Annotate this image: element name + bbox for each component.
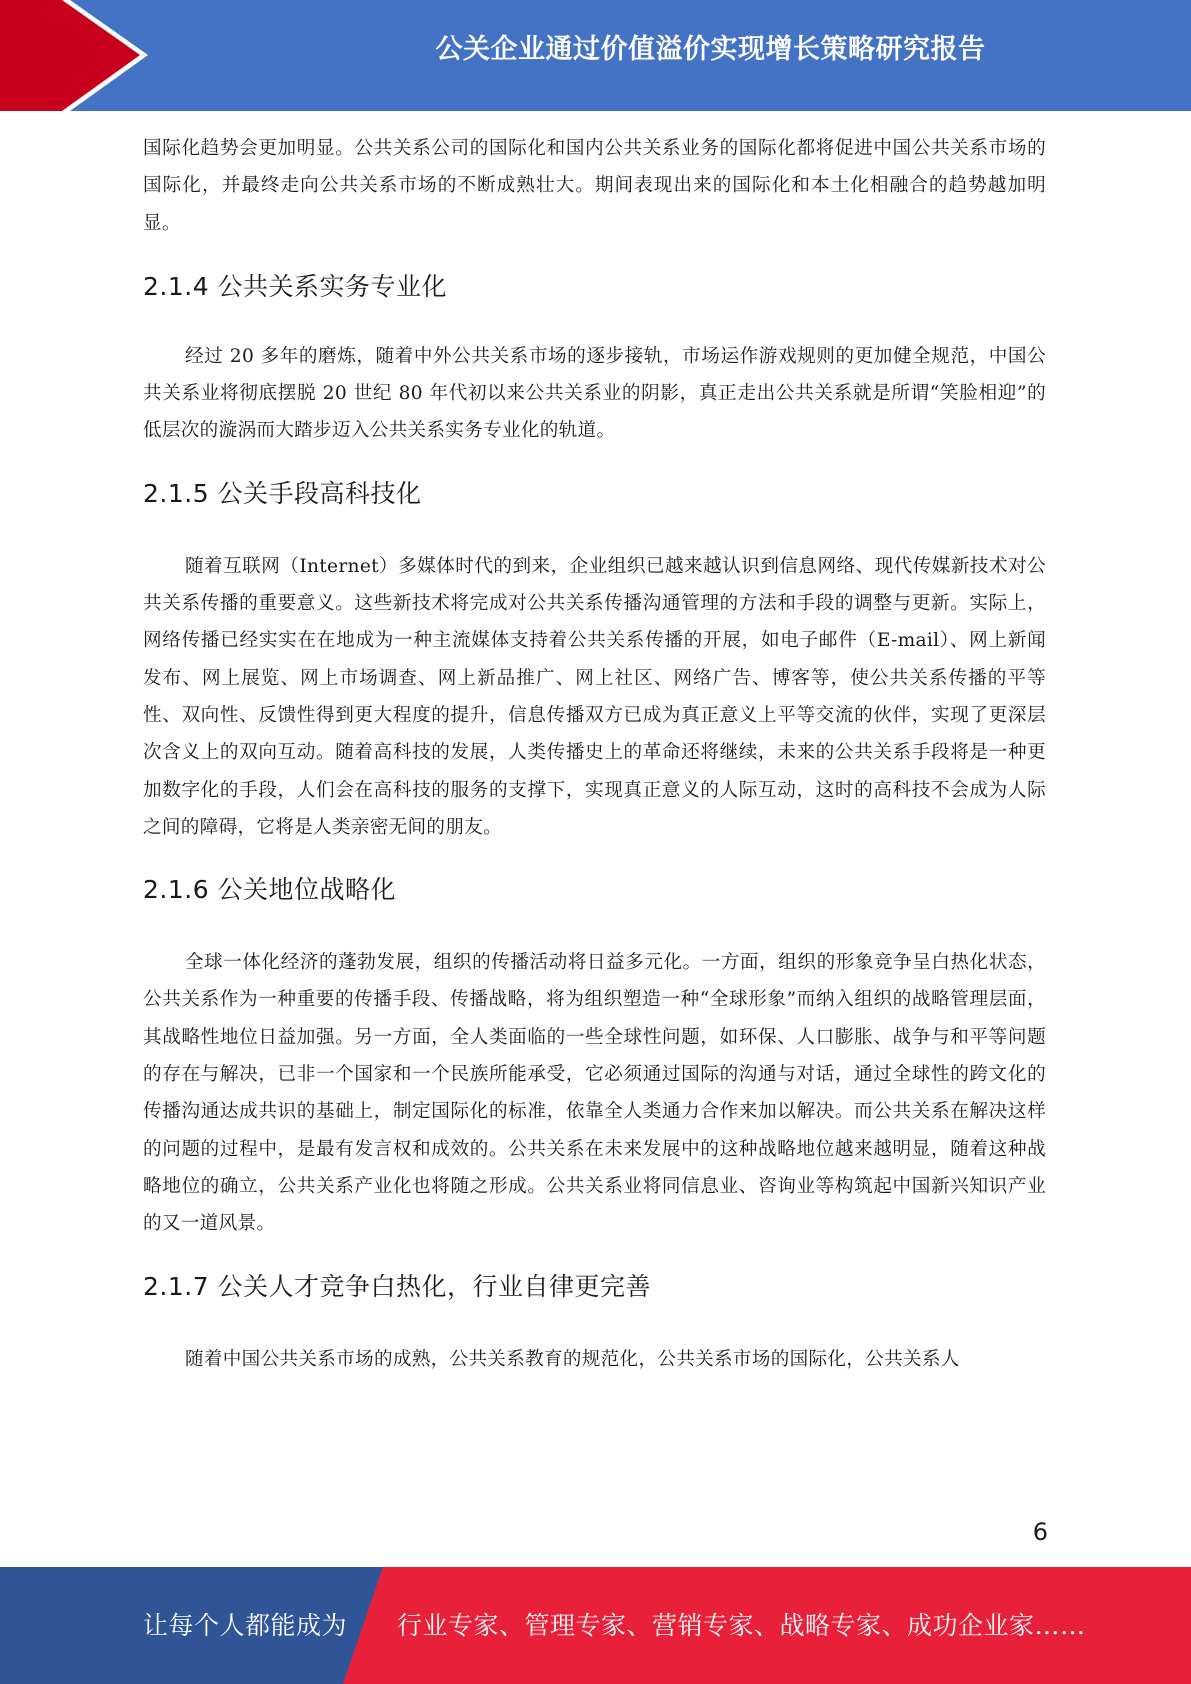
section-heading-2-1-5: 2.1.5 公关手段高科技化 <box>143 478 422 508</box>
intro-paragraph: 国际化趋势会更加明显。公共关系公司的国际化和国内公共关系业务的国际化都将促进中国公共关系市场的国际化，并最终走向公共关系市场的不断成熟壮大。期间表现出来的国际化和本土化相融合的趋势越加明显。 <box>143 138 1046 234</box>
footer-slogan-right: 行业专家、管理专家、营销专家、战略专家、成功企业家…… <box>397 1611 1086 1640</box>
section-paragraph-2-1-4: 经过 20 多年的磨炼，随着中外公共关系市场的逐步接轨，市场运作游戏规则的更加健全规范，中国公共关系业将彻底摆脱 20 世纪 80 年代初以来公共关系业的阴影，真正走出公共关系就是所谓“笑脸相迎”的低层次的漩涡而大踏步迈入公共关系实务专业化的轨道。 <box>143 345 1046 442</box>
page-footer <box>0 1567 1191 1684</box>
section-heading-2-1-4: 2.1.4 公共关系实务专业化 <box>143 271 448 301</box>
document-body <box>143 130 1046 1378</box>
page-number: 6 <box>1032 1518 1048 1546</box>
report-title: 公关企业通过价值溢价实现增长策略研究报告 <box>435 34 986 65</box>
section-paragraph-2-1-5: 随着互联网（Internet）多媒体时代的到来，企业组织已越来越认识到信息网络、现代传媒新技术对公共关系传播的重要意义。这些新技术将完成对公共关系传播沟通管理的方法和手段的调整与更新。实际上，网络传播已经实实在在地成为一种主流媒体支持着公共关系传播的开展，如电子邮件（E-mail）、网上新闻发布、网上展览、网上市场调查、网上新品推广、网上社区、网络广告、博客等，使公共关系传播的平等性、双向性、反馈性得到更大程度的提升，信息传播双方已成为真正意义上平等交流的伙伴，实现了更深层次含义上的双向互动。随着高科技的发展，人类传播史上的革命还将继续，未来的公共关系手段将是一种更加数字化的手段，人们会在高科技的服务的支撑下，实现真正意义的人际互动，这时的高科技不会成为人际之间的障碍，它将是人类亲密无间的朋友。 <box>143 555 1046 838</box>
footer-slogan-left: 让每个人都能成为 <box>143 1611 348 1640</box>
section-paragraph-2-1-6: 全球一体化经济的蓬勃发展，组织的传播活动将日益多元化。一方面，组织的形象竞争呈白热化状态，公共关系作为一种重要的传播手段、传播战略，将为组织塑造一种“全球形象”而纳入组织的战略管理层面，其战略性地位日益加强。另一方面，全人类面临的一些全球性问题，如环保、人口膨胀、战争与和平等问题的存在与解决，已非一个国家和一个民族所能承受，它必须通过国际的沟通与对话，通过全球性的跨文化的传播沟通达成共识的基础上，制定国际化的标准，依靠全人类通力合作来加以解决。而公共关系在解决这样的问题的过程中，是最有发言权和成效的。公共关系在未来发展中的这种战略地位越来越明显，随着这种战略地位的确立，公共关系产业化也将随之形成。公共关系业将同信息业、咨询业等构筑起中国新兴知识产业的又一道风景。 <box>143 952 1046 1235</box>
page-header <box>0 0 1191 111</box>
section-paragraph-2-1-7: 随着中国公共关系市场的成熟，公共关系教育的规范化，公共关系市场的国际化，公共关系人 <box>185 1348 960 1370</box>
section-heading-2-1-6: 2.1.6 公关地位战略化 <box>143 875 397 905</box>
section-heading-2-1-7: 2.1.7 公关人才竞争白热化，行业自律更完善 <box>143 1271 652 1301</box>
